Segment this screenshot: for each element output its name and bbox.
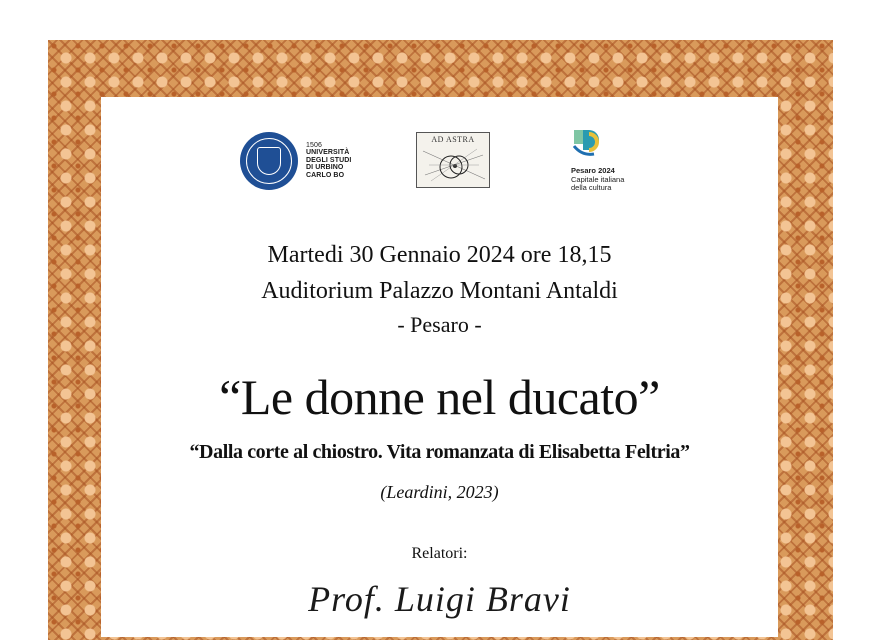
university-name-line: CARLO BO bbox=[306, 171, 345, 179]
pesaro-2024-logo-mark bbox=[573, 128, 607, 162]
university-seal-logo bbox=[240, 132, 298, 190]
seal-shield-icon bbox=[257, 147, 281, 175]
university-name-text bbox=[306, 142, 351, 179]
university-name-line: DEGLI STUDI bbox=[306, 156, 352, 164]
university-name-line: DI URBINO bbox=[306, 164, 344, 172]
pesaro-title: Pesaro 2024 bbox=[571, 166, 615, 175]
event-title: “Le donne nel ducato” bbox=[219, 369, 660, 425]
ad-astra-label: AD ASTRA bbox=[431, 135, 475, 144]
university-name-line: UNIVERSITÀ bbox=[306, 149, 350, 157]
astrolabe-drawing-icon bbox=[421, 145, 487, 185]
seal-ring bbox=[246, 138, 292, 184]
ad-astra-logo bbox=[416, 132, 490, 188]
pesaro-2024-text bbox=[571, 167, 624, 193]
event-date-time: Martedi 30 Gennaio 2024 ore 18,15 bbox=[267, 242, 612, 268]
event-city: - Pesaro - bbox=[397, 312, 482, 337]
event-subtitle: “Dalla corte al chiostro. Vita romanzata di Elisabetta Feltria” bbox=[189, 441, 690, 463]
pesaro-subtitle-line: Capitale italiana bbox=[571, 174, 625, 184]
pesaro-2024-icon bbox=[573, 128, 607, 162]
speaker-name: Prof. Luigi Bravi bbox=[308, 579, 571, 619]
pesaro-subtitle-line: della cultura bbox=[571, 183, 612, 192]
university-year: 1506 bbox=[306, 142, 322, 149]
event-venue: Auditorium Palazzo Montani Antaldi bbox=[261, 278, 618, 304]
speakers-label: Relatori: bbox=[411, 545, 468, 562]
book-source: (Leardini, 2023) bbox=[380, 482, 499, 502]
